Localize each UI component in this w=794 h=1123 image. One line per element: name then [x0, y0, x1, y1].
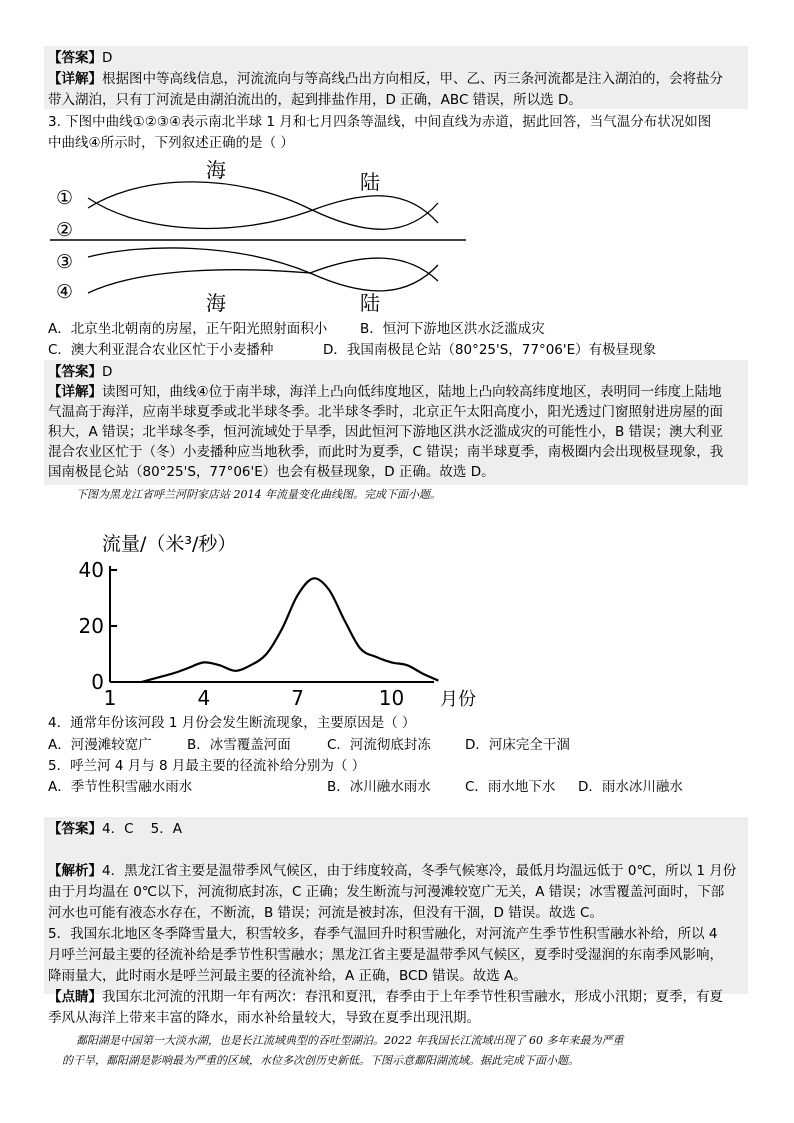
- curve-label-1: ①: [56, 187, 74, 209]
- detail-line-q3-1: 【详解】读图可知，曲线④位于南半球，海洋上凸向低纬度地区，陆地上凸向较高纬度地区，表明同一纬度上陆地: [48, 384, 722, 400]
- option-4A: A．河漫滩较宽广: [48, 737, 152, 753]
- question3-stem-1: 3. 下图中曲线①②③④表示南北半球 1 月和七月四条等温线，中间直线为赤道，据此回答，当气温分布状况如图: [48, 114, 712, 130]
- analysis-line-2: 由于月均温在 0℃以下，河流彻底封冻，C 正确；发生断流与河漫滩较宽广无关，A 错误；冰雪覆盖河面时，下部: [48, 884, 725, 900]
- detail-line-q2-1: 【详解】根据图中等高线信息，河流流向与等高线凸出方向相反，甲、乙、丙三条河流都是注入湖泊的，会将盐分: [48, 71, 723, 87]
- detail-line-q3-2: 气温高于海洋，应南半球夏季或北半球冬季。北半球冬季时，北京正午太阳高度小，阳光透过门窗照射进房屋的面: [48, 404, 723, 420]
- answer-line-q2: [48, 48, 112, 69]
- isotherm-curve-3: [88, 248, 438, 291]
- option-3B: B．恒河下游地区洪水泛滥成灾: [360, 321, 545, 337]
- option-5C: C．雨水地下水: [465, 779, 556, 795]
- option-5D: D．雨水冰川融水: [578, 779, 683, 795]
- option-5A: A．季节性积雪融水雨水: [48, 779, 193, 795]
- point-line-1: 【点睛】我国东北河流的汛期一年有两次：春汛和夏汛，春季由于上年季节性积雪融水，形成小汛期；夏季，有夏: [48, 989, 723, 1005]
- isotherm-figure: [48, 155, 468, 320]
- answer-line-q45: 【答案】4．C 5．A: [48, 821, 183, 837]
- x-tick-label: 7: [291, 686, 305, 710]
- question3-stem-2: 中曲线④所示时，下列叙述正确的是（ ）: [48, 135, 294, 151]
- answer-line-q3: 【答案】D: [48, 364, 113, 380]
- analysis-line-1: 【解析】4．黑龙江省主要是温带季风气候区，由于纬度较高，冬季气候寒冷，最低月均温远低于 0℃，所以 1 月份: [48, 863, 737, 879]
- analysis-line-5: 月呼兰河最主要的径流补给是季节性积雪融水；黑龙江省主要是温带季风气候区，夏季时受湿润的东南季风影响，: [48, 947, 723, 963]
- isotherm-curve-4: [88, 258, 438, 293]
- option-4D: D．河床完全干涸: [465, 737, 570, 753]
- curve-label-4: ④: [56, 281, 74, 303]
- intro-hulan: 下图为黑龙江省呼兰河阴家店站 2014 年流量变化曲线图。完成下面小题。: [76, 488, 441, 501]
- isotherm-curve-1: [88, 182, 438, 229]
- x-tick-label: 10: [378, 686, 405, 710]
- label-sea-top: 海: [206, 158, 226, 182]
- intro-poyang-2: 的干旱，鄱阳湖是影响最为严重的区域，水位多次创历史新低。下图示意鄱阳湖流域。据此完成下面小题。: [62, 1054, 579, 1067]
- option-5B: B．冰川融水雨水: [327, 779, 431, 795]
- chart-xlabel: 月份: [440, 689, 476, 710]
- answer-value: D: [102, 50, 113, 66]
- x-tick-label: 4: [197, 686, 211, 710]
- detail-line-q2-2: 带入湖泊，只有丁河流是由湖泊流出的，起到排盐作用，D 正确，ABC 错误，所以选 D。: [48, 92, 582, 108]
- detail-line-q3-4: 混合农业区忙于（冬）小麦播种应当地秋季，而此时为夏季，C 错误；南半球夏季，南极圈内会出现极昼现象，我: [48, 444, 724, 460]
- analysis-line-6: 降雨量大，此时雨水是呼兰河最主要的径流补给，A 正确，BCD 错误。故选 A。: [48, 968, 527, 984]
- point-line-2: 季风从海洋上带来丰富的降水，雨水补给量较大，导致在夏季出现汛期。: [48, 1010, 480, 1026]
- y-tick-label: 0: [91, 670, 104, 694]
- question5-stem: 5．呼兰河 4 月与 8 月最主要的径流补给分别为（ ）: [48, 758, 366, 774]
- chart-title: 流量/（米³/秒）: [102, 533, 237, 555]
- analysis-line-4: 5．我国东北地区冬季降雪量大，积雪较多，春季气温回升时积雪融化，对河流产生季节性积雪融水补给，所以 4: [48, 926, 718, 942]
- option-3A: A．北京坐北朝南的房屋，正午阳光照射面积小: [48, 321, 328, 337]
- curve-label-3: ③: [56, 251, 74, 273]
- label-sea-bottom: 海: [206, 291, 226, 315]
- label-land-bottom: 陆: [360, 291, 380, 315]
- flow-chart: [62, 520, 482, 715]
- y-tick-label: 40: [78, 558, 104, 582]
- detail-line-q3-5: 国南极昆仑站（80°25'S，77°06'E）也会有极昼现象，D 正确。故选 D。: [48, 464, 495, 480]
- detail-line-q3-3: 积大，A 错误；北半球冬季，恒河流域处于旱季，因此恒河下游地区洪水泛滥成灾的可能性小，B 错误；澳大利亚: [48, 424, 724, 440]
- answer-tag: 【答案】: [48, 50, 102, 66]
- label-land-top: 陆: [360, 170, 380, 194]
- x-tick-label: 1: [103, 686, 117, 710]
- curve-label-2: ②: [56, 219, 74, 241]
- option-3C: C．澳大利亚混合农业区忙于小麦播种: [48, 342, 274, 358]
- question4-stem: 4．通常年份该河段 1 月份会发生断流现象，主要原因是（ ）: [48, 715, 416, 731]
- analysis-line-3: 河水也可能有液态水存在，不断流，B 错误；河流是被封冻，但没有干涸，D 错误。故选 C。: [48, 905, 603, 921]
- isotherm-curve-2: [88, 196, 438, 229]
- y-tick-label: 20: [78, 614, 104, 638]
- intro-poyang-1: 鄱阳湖是中国第一大淡水湖，也是长江流域典型的吞吐型湖泊。2022 年我国长江流域出现了 60 多年来最为严重: [76, 1034, 624, 1047]
- option-4C: C．河流彻底封冻: [327, 737, 431, 753]
- option-3D: D．我国南极昆仑站（80°25'S，77°06'E）有极昼现象: [323, 342, 657, 358]
- detail-tag: 【详解】: [48, 71, 102, 87]
- option-4B: B．冰雪覆盖河面: [187, 737, 291, 753]
- flow-line-series: [141, 578, 438, 682]
